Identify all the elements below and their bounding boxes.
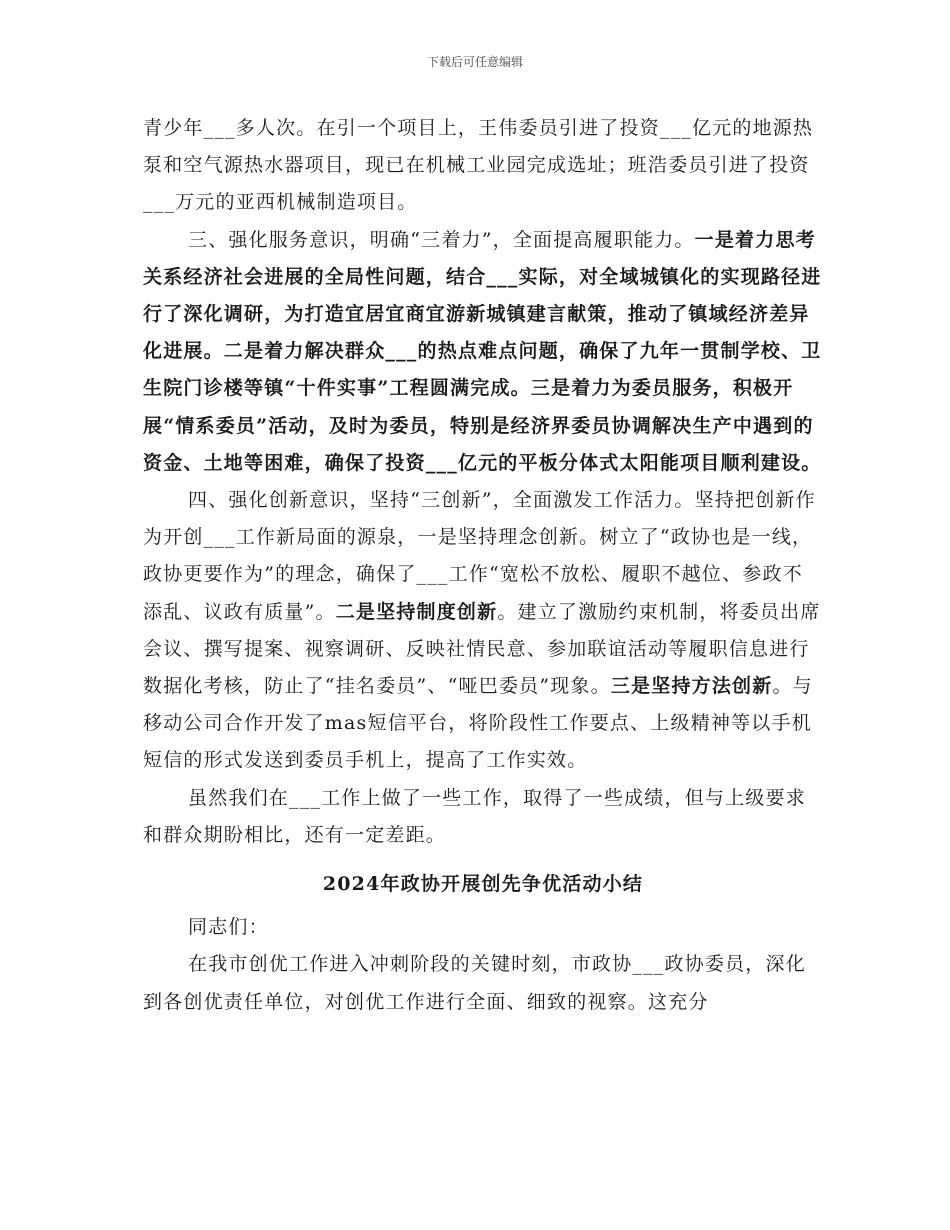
paragraph-3-part-3: 。与移动公司合作开发了mas短信平台，将阶段性工作要点、上级精神等以手机短信的形式发送到委员手机上，提高了工作实效。 bbox=[143, 675, 813, 772]
paragraph-2-heading: 三、强化服务意识，明确“三着力”，全面提高履职能力。 bbox=[188, 228, 695, 251]
document-body bbox=[143, 110, 823, 1021]
paragraph-3-bold-2: 三是坚持方法创新 bbox=[610, 675, 773, 698]
paragraph-3-bold-1: 二是坚持制度创新 bbox=[335, 600, 498, 623]
greeting: 同志们： bbox=[188, 916, 269, 939]
paragraph-3-part-1: 四、强化创新意识，坚持“三创新”，全面激发工作活力。坚持把创新作为开创___工作新局面的源泉，一是坚持理念创新。树立了“政协也是一线，政协更要作为”的理念，确保了___工作“宽松不放松、履职不越位、参政不添乱、议政有质量”。 bbox=[143, 489, 816, 623]
section-title: 2024年政协开展创先争优活动小结 bbox=[322, 873, 644, 896]
paragraph-1: 青少年___多人次。在引一个项目上，王伟委员引进了投资___亿元的地源热泵和空气源热水器项目，现已在机械工业园完成选址；班浩委员引进了投资___万元的亚西机械制造项目。 bbox=[143, 117, 814, 214]
paragraph-3 bbox=[143, 482, 823, 780]
paragraph-5: 在我市创优工作进入冲刺阶段的关键时刻，市政协___政协委员，深化到各创优责任单位，对创优工作进行全面、细致的视察。这充分 bbox=[143, 953, 806, 1013]
paragraph-2-bold-text: 一是着力思考关系经济社会进展的全局性问题，结合___实际，对全域城镇化的实现路径进行了深化调研，为打造宜居宜商宜游新城镇建言献策，推动了镇域经济差异化进展。二是着力解决群众___的热点难点问题，确保了九年一贯制学校、卫生院门诊楼等镇“十件实事”工程圆满完成。三是着力为委员服务，积极开展“情系委员”活动，及时为委员，特别是经济界委员协调解决生产中遇到的资金、土地等困难，确保了投资___亿元的平板分体式太阳能项目顺利建设。 bbox=[143, 228, 822, 474]
page-header: 下载后可任意编辑 bbox=[426, 55, 523, 69]
paragraph-2 bbox=[143, 222, 823, 482]
paragraph-3-part-2: 。建立了激励约束机制，将委员出席会议、撰写提案、视察调研、反映社情民意、参加联谊活动等履职信息进行数据化考核，防止了“挂名委员”、“哑巴委员”现象。 bbox=[143, 600, 821, 698]
paragraph-4: 虽然我们在___工作上做了一些工作，取得了一些成绩，但与上级要求和群众期盼相比，还有一定差距。 bbox=[143, 786, 806, 846]
